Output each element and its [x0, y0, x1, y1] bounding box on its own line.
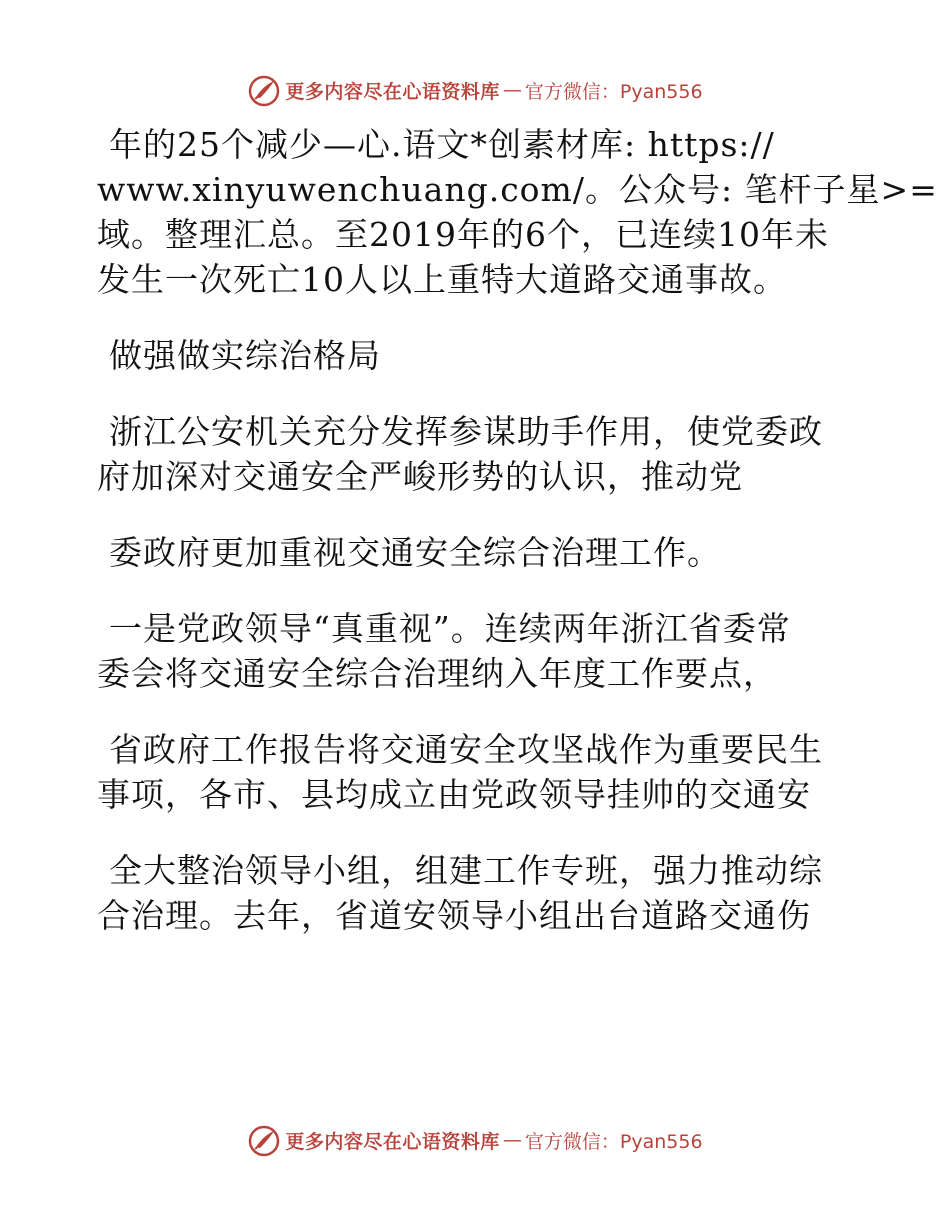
- text-line: 全大整治领导小组，组建工作专班，强力推动综: [109, 851, 823, 890]
- banner-dash: —: [502, 1129, 522, 1151]
- footer-banner: [0, 1120, 950, 1160]
- text-line: 事项，各市、县均成立由党政领导挂帅的交通安: [97, 775, 811, 814]
- banner-wechat: 官方微信：Pyan556: [524, 80, 703, 103]
- text-line: 府加深对交通安全严峻形势的认识，推动党: [97, 457, 743, 496]
- text-line: 浙江公安机关充分发挥参谋助手作用，使党委政: [109, 412, 823, 451]
- banner-text: 更多内容尽在心语资料库: [285, 1130, 500, 1153]
- text-line: 一是党政领导“真重视”。连续两年浙江省委常: [109, 609, 791, 648]
- banner-dash: —: [502, 79, 522, 101]
- text-line: 年的25个减少—心.语文*创素材库: https://: [109, 125, 775, 164]
- book-quill-logo-icon: [247, 73, 281, 107]
- banner-text: 更多内容尽在心语资料库: [285, 80, 500, 103]
- text-line: 合治理。去年，省道安领导小组出台道路交通伤: [97, 896, 811, 935]
- header-banner: [0, 70, 950, 110]
- book-quill-logo-icon: [247, 1123, 281, 1157]
- section-heading: 做强做实综治格局: [109, 336, 381, 375]
- text-line: 发生一次死亡10人以上重特大道路交通事故。: [97, 260, 787, 299]
- text-line: 省政府工作报告将交通安全攻坚战作为重要民生: [109, 730, 823, 769]
- text-line: 委会将交通安全综合治理纳入年度工作要点，: [97, 654, 777, 693]
- text-line: 委政府更加重视交通安全综合治理工作。: [109, 533, 721, 572]
- text-line: 域。整理汇总。至2019年的6个，已连续10年未: [97, 215, 829, 254]
- text-line: www.xinyuwenchuang.com/。公众号: 笔杆子星>=: [97, 170, 938, 209]
- banner-wechat: 官方微信：Pyan556: [524, 1130, 703, 1153]
- document-body: [97, 122, 938, 938]
